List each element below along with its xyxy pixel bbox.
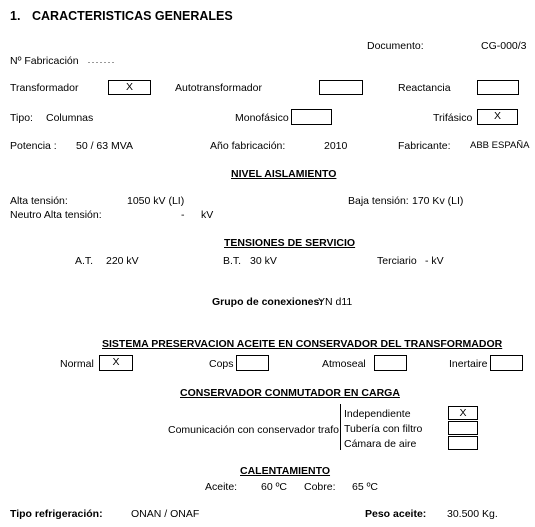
documento-value: CG-000/3 bbox=[481, 40, 527, 52]
trifasico-checkbox[interactable]: X bbox=[477, 109, 518, 125]
alta-tension-value: 1050 kV (LI) bbox=[127, 195, 185, 207]
terciario-label: Terciario bbox=[377, 255, 417, 267]
preservacion-title: SISTEMA PRESERVACION ACEITE EN CONSERVADOR DEL TRANSFORMADOR bbox=[102, 338, 503, 350]
peso-aceite-value: 30.500 Kg. bbox=[447, 508, 498, 520]
fabricante-label: Fabricante: bbox=[398, 140, 451, 152]
ano-fabricacion-label: Año fabricación: bbox=[210, 140, 286, 152]
tuberia-label: Tubería con filtro bbox=[344, 423, 423, 435]
normal-label: Normal bbox=[60, 358, 94, 370]
aceite-label: Aceite: bbox=[205, 481, 238, 493]
tensiones-title: TENSIONES DE SERVICIO bbox=[224, 237, 356, 249]
comunicacion-label: Comunicación con conservador trafo bbox=[168, 424, 340, 436]
inertaire-checkbox[interactable] bbox=[490, 355, 523, 371]
camara-checkbox[interactable] bbox=[448, 436, 478, 450]
peso-aceite-label: Peso aceite: bbox=[365, 508, 427, 520]
fabricacion-redacted-value bbox=[88, 62, 116, 63]
bt-label: B.T. bbox=[223, 255, 242, 267]
ano-fabricacion-value: 2010 bbox=[324, 140, 348, 152]
section-number: 1. bbox=[10, 9, 21, 23]
monofasico-checkbox[interactable] bbox=[291, 109, 332, 125]
cobre-value: 65 ºC bbox=[352, 481, 379, 493]
cobre-label: Cobre: bbox=[304, 481, 336, 493]
independiente-label: Independiente bbox=[344, 408, 411, 420]
potencia-value: 50 / 63 MVA bbox=[76, 140, 134, 152]
at-label: A.T. bbox=[75, 255, 94, 267]
reactancia-checkbox[interactable] bbox=[477, 80, 519, 95]
monofasico-label: Monofásico bbox=[235, 112, 289, 124]
neutro-label: Neutro Alta tensión: bbox=[10, 209, 102, 221]
normal-checkbox[interactable]: X bbox=[99, 355, 133, 371]
neutro-unit: kV bbox=[201, 209, 214, 221]
conmutador-title: CONSERVADOR CONMUTADOR EN CARGA bbox=[180, 387, 400, 399]
cops-checkbox[interactable] bbox=[236, 355, 269, 371]
neutro-value: - bbox=[181, 209, 185, 221]
potencia-label: Potencia : bbox=[10, 140, 57, 152]
atmoseal-label: Atmoseal bbox=[322, 358, 366, 370]
fabricante-value: ABB ESPAÑA bbox=[470, 140, 530, 151]
autotransformador-checkbox[interactable] bbox=[319, 80, 363, 95]
section-title: CARACTERISTICAS GENERALES bbox=[32, 9, 233, 23]
documento-label: Documento: bbox=[367, 40, 424, 52]
aceite-value: 60 ºC bbox=[261, 481, 288, 493]
autotransformador-label: Autotransformador bbox=[175, 82, 262, 94]
tuberia-checkbox[interactable] bbox=[448, 421, 478, 435]
bracket-divider bbox=[340, 404, 341, 450]
transformador-checkbox[interactable]: X bbox=[108, 80, 151, 95]
grupo-label: Grupo de conexiones: bbox=[212, 296, 323, 308]
cops-label: Cops bbox=[209, 358, 234, 370]
calentamiento-title: CALENTAMIENTO bbox=[240, 465, 331, 477]
terciario-value: - kV bbox=[425, 255, 444, 267]
nivel-aislamiento-title: NIVEL AISLAMIENTO bbox=[231, 168, 337, 180]
at-value: 220 kV bbox=[106, 255, 139, 267]
bt-value: 30 kV bbox=[250, 255, 277, 267]
reactancia-label: Reactancia bbox=[398, 82, 451, 94]
atmoseal-checkbox[interactable] bbox=[374, 355, 407, 371]
refrigeracion-label: Tipo refrigeración: bbox=[10, 508, 103, 520]
refrigeracion-value: ONAN / ONAF bbox=[131, 508, 200, 520]
camara-label: Cámara de aire bbox=[344, 438, 417, 450]
tipo-value: Columnas bbox=[46, 112, 94, 124]
baja-tension-label: Baja tensión: bbox=[348, 195, 409, 207]
fabricacion-label: Nº Fabricación bbox=[10, 55, 79, 67]
transformador-label: Transformador bbox=[10, 82, 79, 94]
trifasico-label: Trifásico bbox=[433, 112, 473, 124]
tipo-label: Tipo: bbox=[10, 112, 33, 124]
grupo-value: YN d11 bbox=[318, 296, 353, 308]
baja-tension-value: 170 Kv (LI) bbox=[412, 195, 464, 207]
inertaire-label: Inertaire bbox=[449, 358, 488, 370]
alta-tension-label: Alta tensión: bbox=[10, 195, 68, 207]
independiente-checkbox[interactable]: X bbox=[448, 406, 478, 420]
